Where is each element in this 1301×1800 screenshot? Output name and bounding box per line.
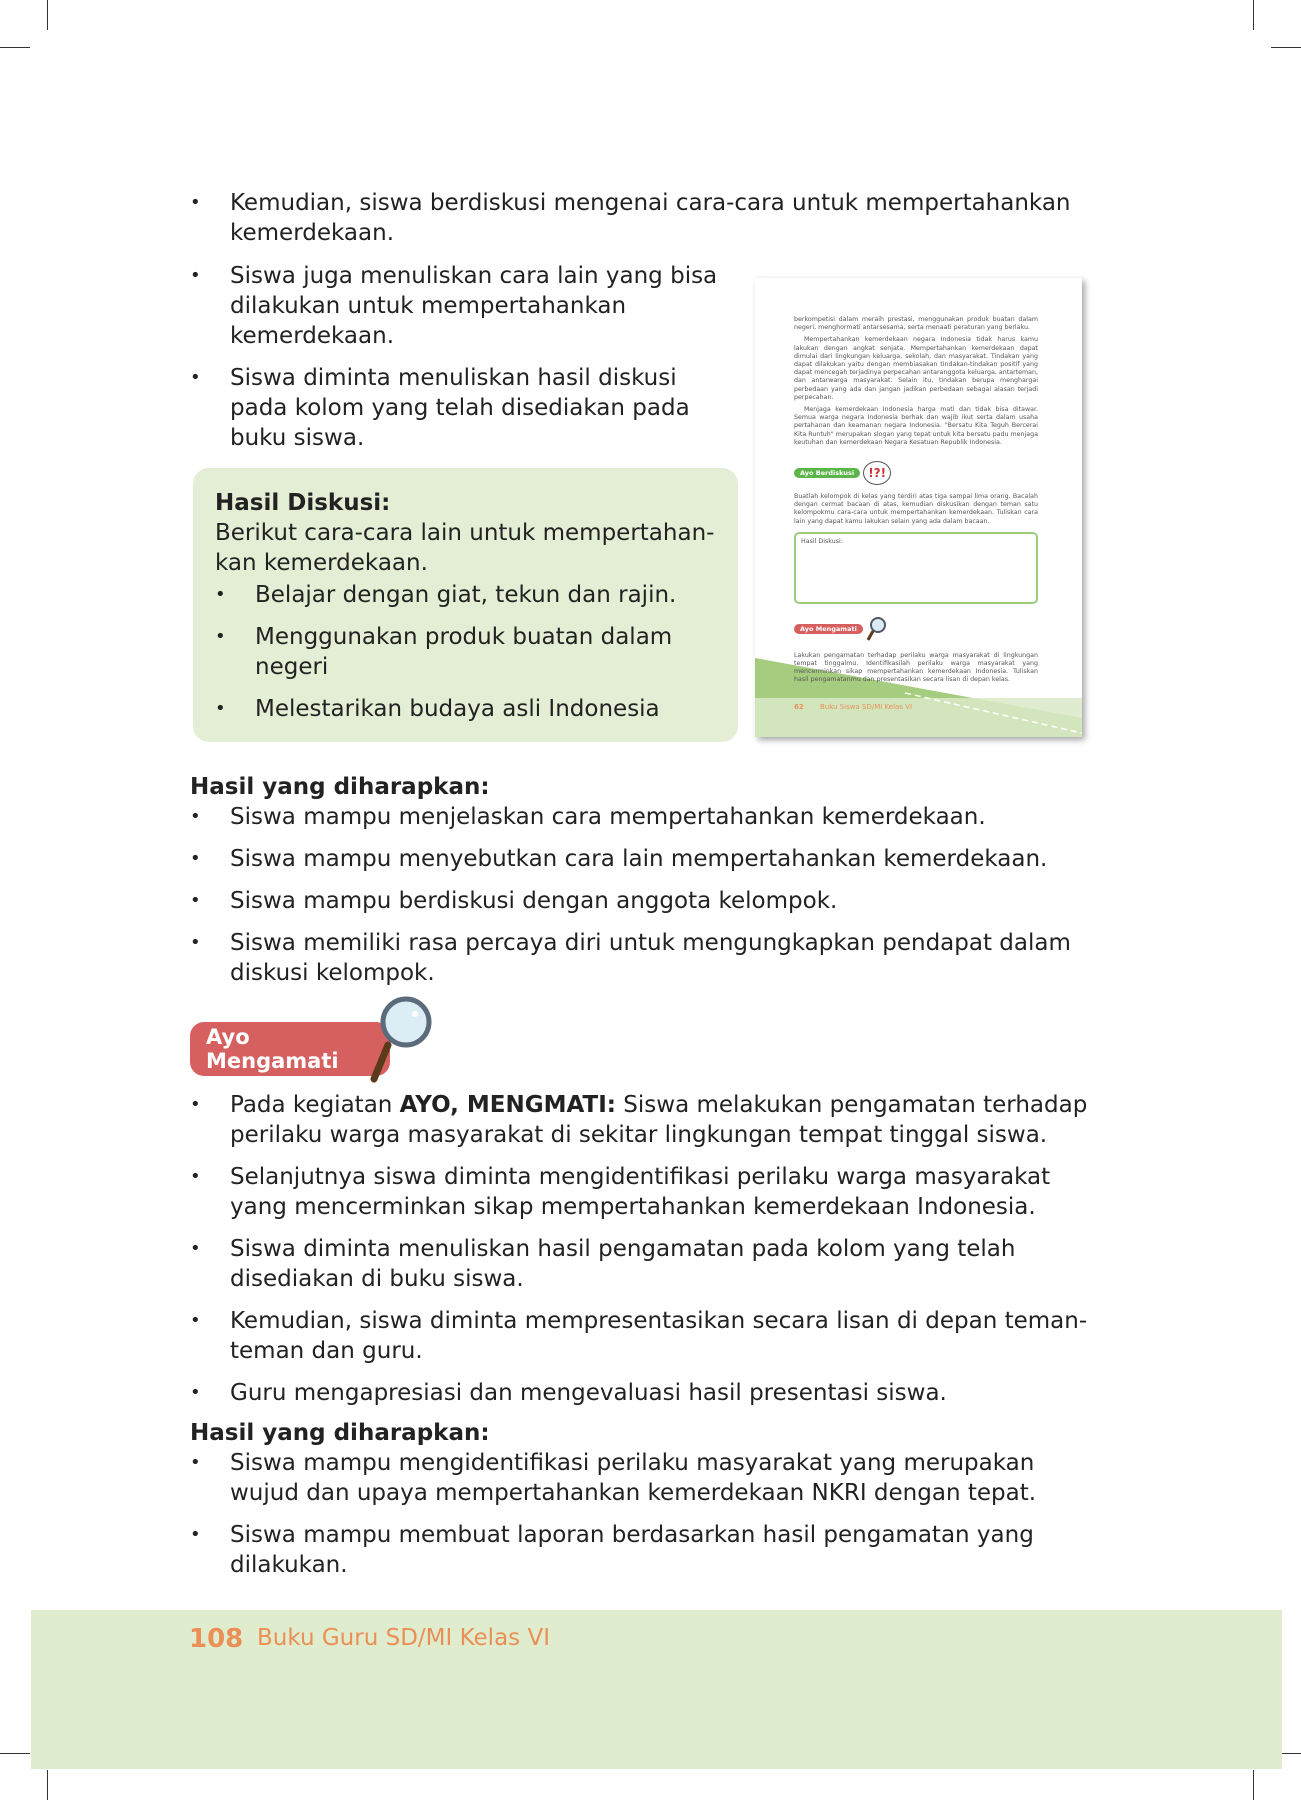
crop-mark [0,1753,30,1754]
thumb-paragraph: berkompetisi dalam meraih prestasi, menggunakan produk buatan dalam negeri, menghormati antarsesama, serta menaati peraturan yang berlaku. [794,316,1038,332]
ayo-berdiskusi-label: Ayo Berdiskusi [794,468,860,478]
page-number: 108 [189,1624,244,1654]
crop-mark [1253,0,1254,30]
discussion-bubble-icon: !?! [863,461,891,485]
intro-bullets [190,188,1090,260]
list-item: • Selanjutnya siswa diminta mengidentifikasi perilaku warga masyarakat yang mencerminkan sikap mempertahankan kemerdekaan Indonesia. [190,1162,1090,1222]
thumb-paragraph: Lakukan pengamatan terhadap perilaku warga masyarakat di lingkungan tempat tinggalmu. Identifikasilah perilaku warga masyarakat yang mencerminkan sikap mempertahankan kemerdekaan Indonesia. Tuliskan hasil pengamatanmu dan presentasikan secara lisan di depan kelas. [794,651,1038,684]
intro-bullets-2 [190,261,720,465]
list-item: • Belajar dengan giat, tekun dan rajin. [215,580,716,610]
hasil-diskusi-intro: Berikut cara-cara lain untuk mempertahan-kan kemerdekaan. [215,520,715,576]
ayo-mengamati-label-small: Ayo Mengamati [794,624,863,634]
hasil-diskusi-box [193,468,738,742]
magnifier-icon [865,616,887,642]
thumb-paragraph: Buatlah kelompok di kelas yang terdiri atas tiga sampai lima orang. Bacalah dengan cermat bacaan di atas, kemudian diskusikan dengan teman satu kelompokmu cara-cara untuk mempertahankan kemerdekaan. Tuliskan cara lain yang dapat kamu lakukan selain yang ada dalam bacaan. [794,493,1038,525]
crop-mark [1253,1770,1254,1800]
thumb-paragraph: Menjaga kemerdekaan Indonesia harga mati dan tidak bisa ditawar. Semua warga negara Indonesia berhak dan wajib ikut serta dalam usaha pertahanan dan keamanan negara Indonesia. "Bersatu Kita Teguh Bercerai Kita Runtuh" merupakan slogan yang tepat untuk kita bersatu padu menjaga keutuhan dan kemerdekaan Negara Kesatuan Republik Indonesia. [794,406,1038,446]
section-heading: Hasil yang diharapkan: [190,1420,490,1446]
thumb-box-label: Hasil Diskusi: [801,537,843,545]
mengamati-steps [190,1090,1090,1592]
thumb-hasil-diskusi-box [794,532,1038,604]
list-item: • Siswa mampu berdiskusi dengan anggota kelompok. [190,886,1090,916]
list-item: • Kemudian, siswa diminta mempresentasikan secara lisan di depan teman-teman dan guru. [190,1306,1090,1366]
list-item: • Melestarikan budaya asli Indonesia [215,694,716,724]
crop-mark [47,1770,48,1800]
list-item: • Siswa mampu membuat laporan berdasarkan hasil pengamatan yang dilakukan. [190,1520,1090,1580]
book-title: Buku Guru SD/MI Kelas VI [257,1625,550,1651]
list-item: • Pada kegiatan AYO, MENGMATI: Siswa melakukan pengamatan terhadap perilaku warga masyarakat di sekitar lingkungan tempat tinggal siswa. [190,1090,1090,1150]
student-book-thumbnail [755,278,1082,737]
thumb-page-number: 62 [794,703,804,711]
crop-mark [47,0,48,30]
hasil-diskusi-title: Hasil Diskusi: [215,490,391,516]
list-item: • Siswa diminta menuliskan hasil pengamatan pada kolom yang telah disediakan di buku siswa. [190,1234,1090,1294]
list-item: • Siswa mampu menyebutkan cara lain mempertahankan kemerdekaan. [190,844,1090,874]
crop-mark [0,47,30,48]
magnifier-icon [368,995,438,1085]
thumb-paragraph: Mempertahankan kemerdekaan negara Indonesia tidak harus kamu lakukan dengan angkat senjata. Mempertahankan kemerdekaan dapat dimulai dari lingkungan keluarga, sekolah, dan masyarakat. Tindakan yang dapat dilakukan yaitu dengan membiasakan tindakan-tindakan positif yang dapat mencegah terjadinya perpecahan antaranggota keluarga, antarteman, dan antarwarga masyarakat. Selain itu, tindakan berupa menghargai perbedaan yang ada dan jangan jadikan perbedaan sebagai alasan terjadi perpecahan. [794,336,1038,401]
section-heading: Hasil yang diharapkan: [190,774,490,800]
list-item: • Siswa memiliki rasa percaya diri untuk mengungkapkan pendapat dalam diskusi kelompok. [190,928,1090,988]
list-item: • Siswa juga menuliskan cara lain yang bisa dilakukan untuk mempertahankan kemerdekaan. [190,261,720,351]
list-item: • Kemudian, siswa berdiskusi mengenai cara-cara untuk mempertahankan kemerdekaan. [190,188,1090,248]
ayo-mengamati-header [190,995,450,1085]
list-item: • Guru mengapresiasi dan mengevaluasi hasil presentasi siswa. [190,1378,1090,1408]
expected-section-1 [190,772,1090,1000]
list-item: • Siswa diminta menuliskan hasil diskusi pada kolom yang telah disediakan pada buku siswa. [190,363,720,453]
ayo-mengamati-label: Ayo Mengamati [190,1022,390,1076]
list-item: • Menggunakan produk buatan dalam negeri [215,622,716,682]
list-item: • Siswa mampu menjelaskan cara mempertahankan kemerdekaan. [190,802,1090,832]
page-footer [31,1610,1282,1769]
list-item: • Siswa mampu mengidentifikasi perilaku masyarakat yang merupakan wujud dan upaya mempertahankan kemerdekaan NKRI dengan tepat. [190,1448,1090,1508]
thumb-footer: Buku Siswa SD/MI Kelas VI [819,703,913,711]
crop-mark [1271,47,1301,48]
